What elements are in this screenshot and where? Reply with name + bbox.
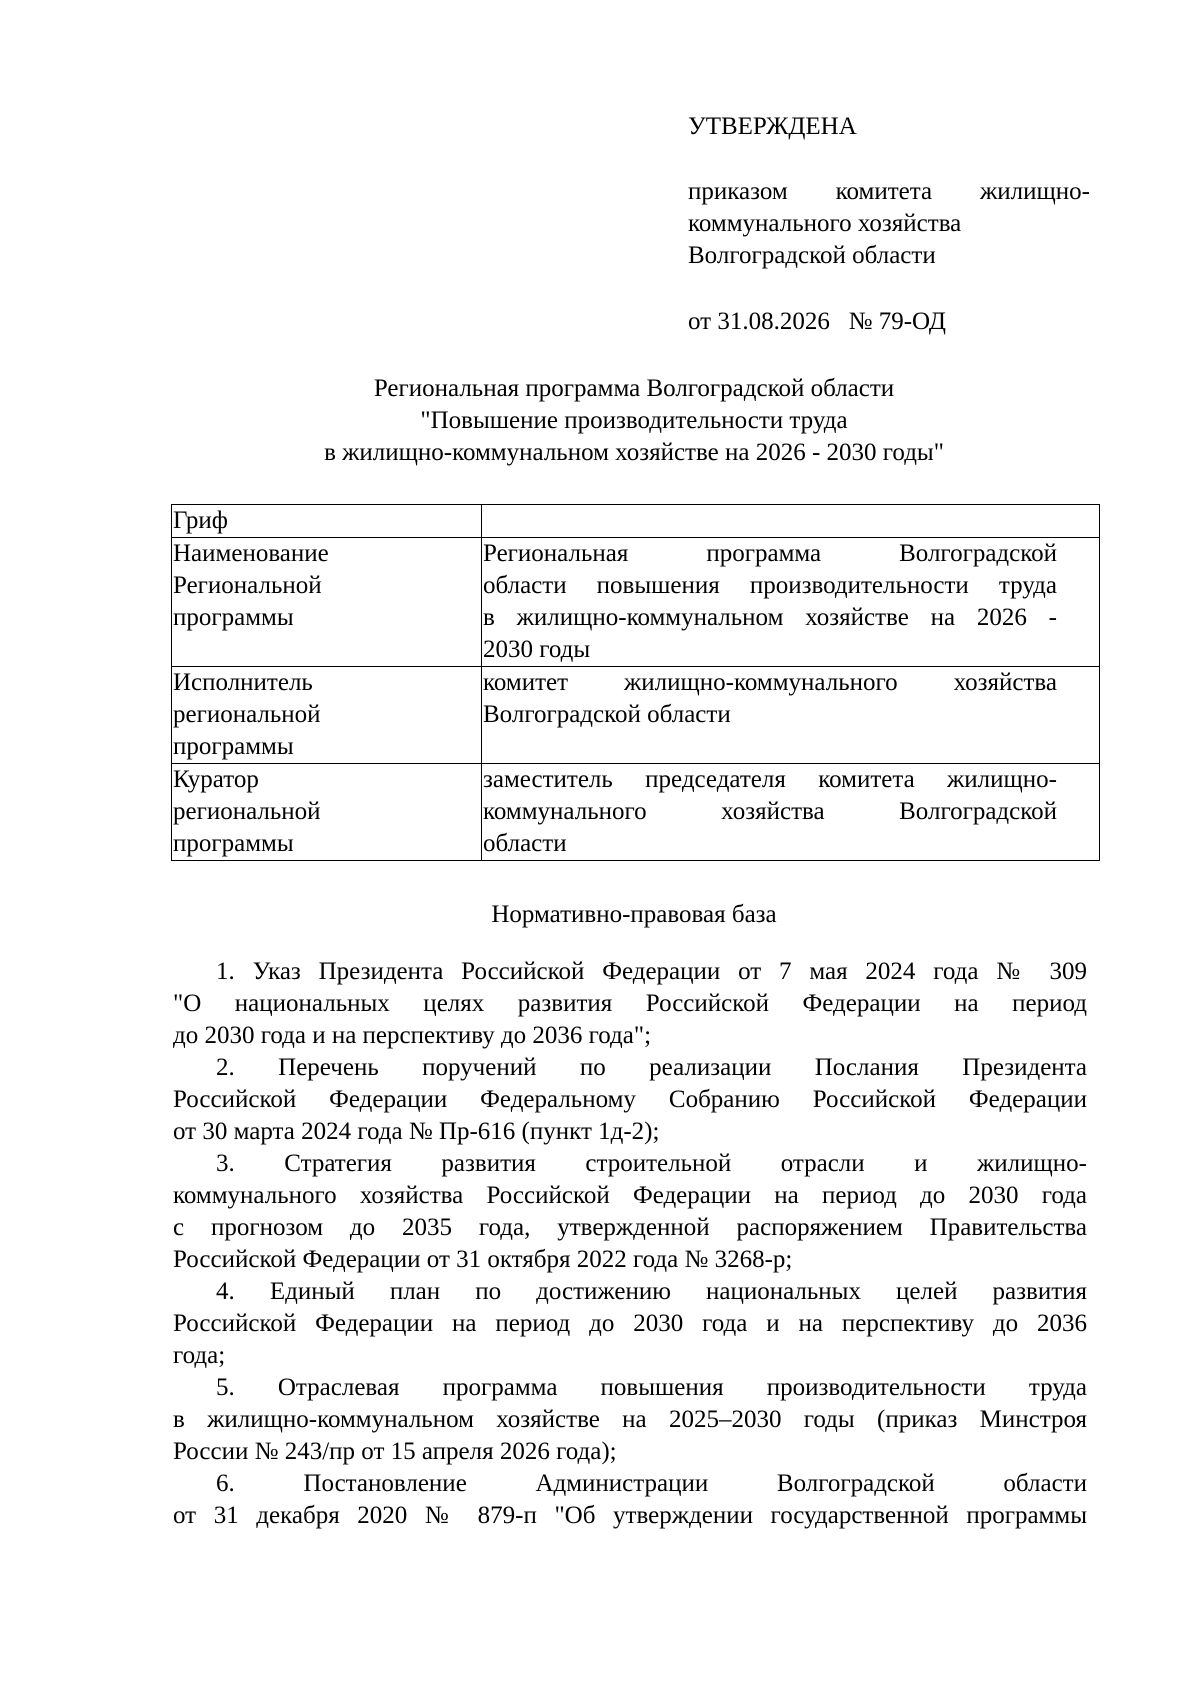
- list-item-line: коммунального хозяйства Российской Федерации на период до 2030 года: [173, 1182, 1087, 1209]
- approval-order: [688, 176, 1090, 272]
- list-item-line: 4. Единый план по достижению национальных целей развития: [216, 1278, 1087, 1305]
- document-title-line: в жилищно-коммунальном хозяйстве на 2026 - 2030 годы": [324, 439, 944, 466]
- cell-line: Исполнитель: [173, 669, 313, 696]
- table-row-curator: [172, 764, 1100, 861]
- document-title-line: Региональная программа Волгоградской области: [373, 375, 895, 402]
- cell-line: Куратор: [173, 766, 259, 793]
- cell-line: Региональная программа Волгоградской: [483, 540, 1057, 567]
- table-cell-key: [172, 667, 482, 764]
- list-item-line: 2. Перечень поручений по реализации Послания Президента: [216, 1054, 1087, 1081]
- cell-line: Волгоградской области: [483, 701, 731, 728]
- program-passport-table: [171, 504, 1100, 861]
- list-item-line: от 30 марта 2024 года № Пр-616 (пункт 1д-2);: [173, 1118, 660, 1145]
- cell-line: в жилищно-коммунальном хозяйстве на 2026 -: [483, 604, 1057, 631]
- cell-line: программы: [173, 733, 294, 760]
- list-item-line: 3. Стратегия развития строительной отрасли и жилищно-: [216, 1150, 1087, 1177]
- approval-block: [688, 111, 1090, 338]
- list-item-line: с прогнозом до 2035 года, утвержденной распоряжением Правительства: [173, 1214, 1087, 1241]
- approval-order-line: приказом комитета жилищно-: [688, 178, 1090, 205]
- table-row-grif: [172, 505, 1100, 538]
- table-cell-value: [482, 764, 1100, 861]
- list-item-line: Российской Федерации от 31 октября 2022 года № 3268-р;: [173, 1246, 793, 1273]
- approval-date-number: от 31.08.2026 № 79-ОД: [688, 308, 946, 335]
- list-item: [173, 1372, 1087, 1468]
- list-item-line: 1. Указ Президента Российской Федерации от 7 мая 2024 года № 309: [216, 958, 1087, 985]
- list-item: [173, 1276, 1087, 1372]
- list-item-line: от 31 декабря 2020 № 879-п "Об утверждении государственной программы: [173, 1502, 1087, 1529]
- cell-line: 2030 годы: [483, 636, 591, 663]
- list-item-line: года;: [173, 1342, 226, 1369]
- list-item: [173, 1468, 1087, 1532]
- table-cell-value: [482, 505, 1100, 538]
- table-cell-key: [172, 505, 482, 538]
- list-item: [173, 1052, 1087, 1148]
- document-title: [170, 373, 1098, 469]
- legal-basis-heading: Нормативно-правовая база: [491, 901, 777, 928]
- table-cell-key: [172, 764, 482, 861]
- cell-line: Гриф: [173, 507, 228, 534]
- list-item-line: Российской Федерации Федеральному Собранию Российской Федерации: [173, 1086, 1087, 1113]
- list-item-line: России № 243/пр от 15 апреля 2026 года);: [173, 1438, 617, 1465]
- table-row-name: [172, 538, 1100, 667]
- approved-label: УТВЕРЖДЕНА: [688, 113, 857, 140]
- table-cell-value: [482, 667, 1100, 764]
- list-item-line: Российской Федерации на период до 2030 года и на перспективу до 2036: [173, 1310, 1087, 1337]
- list-item-line: в жилищно-коммунальном хозяйстве на 2025–2030 годы (приказ Минстроя: [173, 1406, 1087, 1433]
- list-item-line: до 2030 года и на перспективу до 2036 года";: [173, 1022, 652, 1049]
- cell-line: программы: [173, 604, 294, 631]
- approval-order-line: коммунального хозяйства: [688, 210, 962, 237]
- list-item-line: 6. Постановление Администрации Волгоградской области: [216, 1470, 1087, 1497]
- approval-order-line: Волгоградской области: [688, 242, 936, 269]
- cell-line: коммунального хозяйства Волгоградской: [483, 798, 1057, 825]
- cell-line: комитет жилищно-коммунального хозяйства: [483, 669, 1057, 696]
- list-item: [173, 1148, 1087, 1276]
- cell-line: региональной: [173, 798, 321, 825]
- list-item: [173, 956, 1087, 1052]
- cell-line: области повышения производительности труда: [483, 572, 1057, 599]
- cell-line: региональной: [173, 701, 321, 728]
- list-item-line: 5. Отраслевая программа повышения производительности труда: [216, 1374, 1087, 1401]
- cell-line: программы: [173, 830, 294, 857]
- legal-basis-list: [173, 956, 1087, 1532]
- cell-line: заместитель председателя комитета жилищно-: [483, 766, 1057, 793]
- table-row-executor: [172, 667, 1100, 764]
- document-title-line: "Повышение производительности труда: [420, 407, 848, 434]
- cell-line: Региональной: [173, 572, 322, 599]
- cell-line: области: [483, 830, 567, 857]
- list-item-line: "О национальных целях развития Российской Федерации на период: [173, 990, 1087, 1017]
- cell-line: Наименование: [173, 540, 329, 567]
- table-cell-value: [482, 538, 1100, 667]
- table-cell-key: [172, 538, 482, 667]
